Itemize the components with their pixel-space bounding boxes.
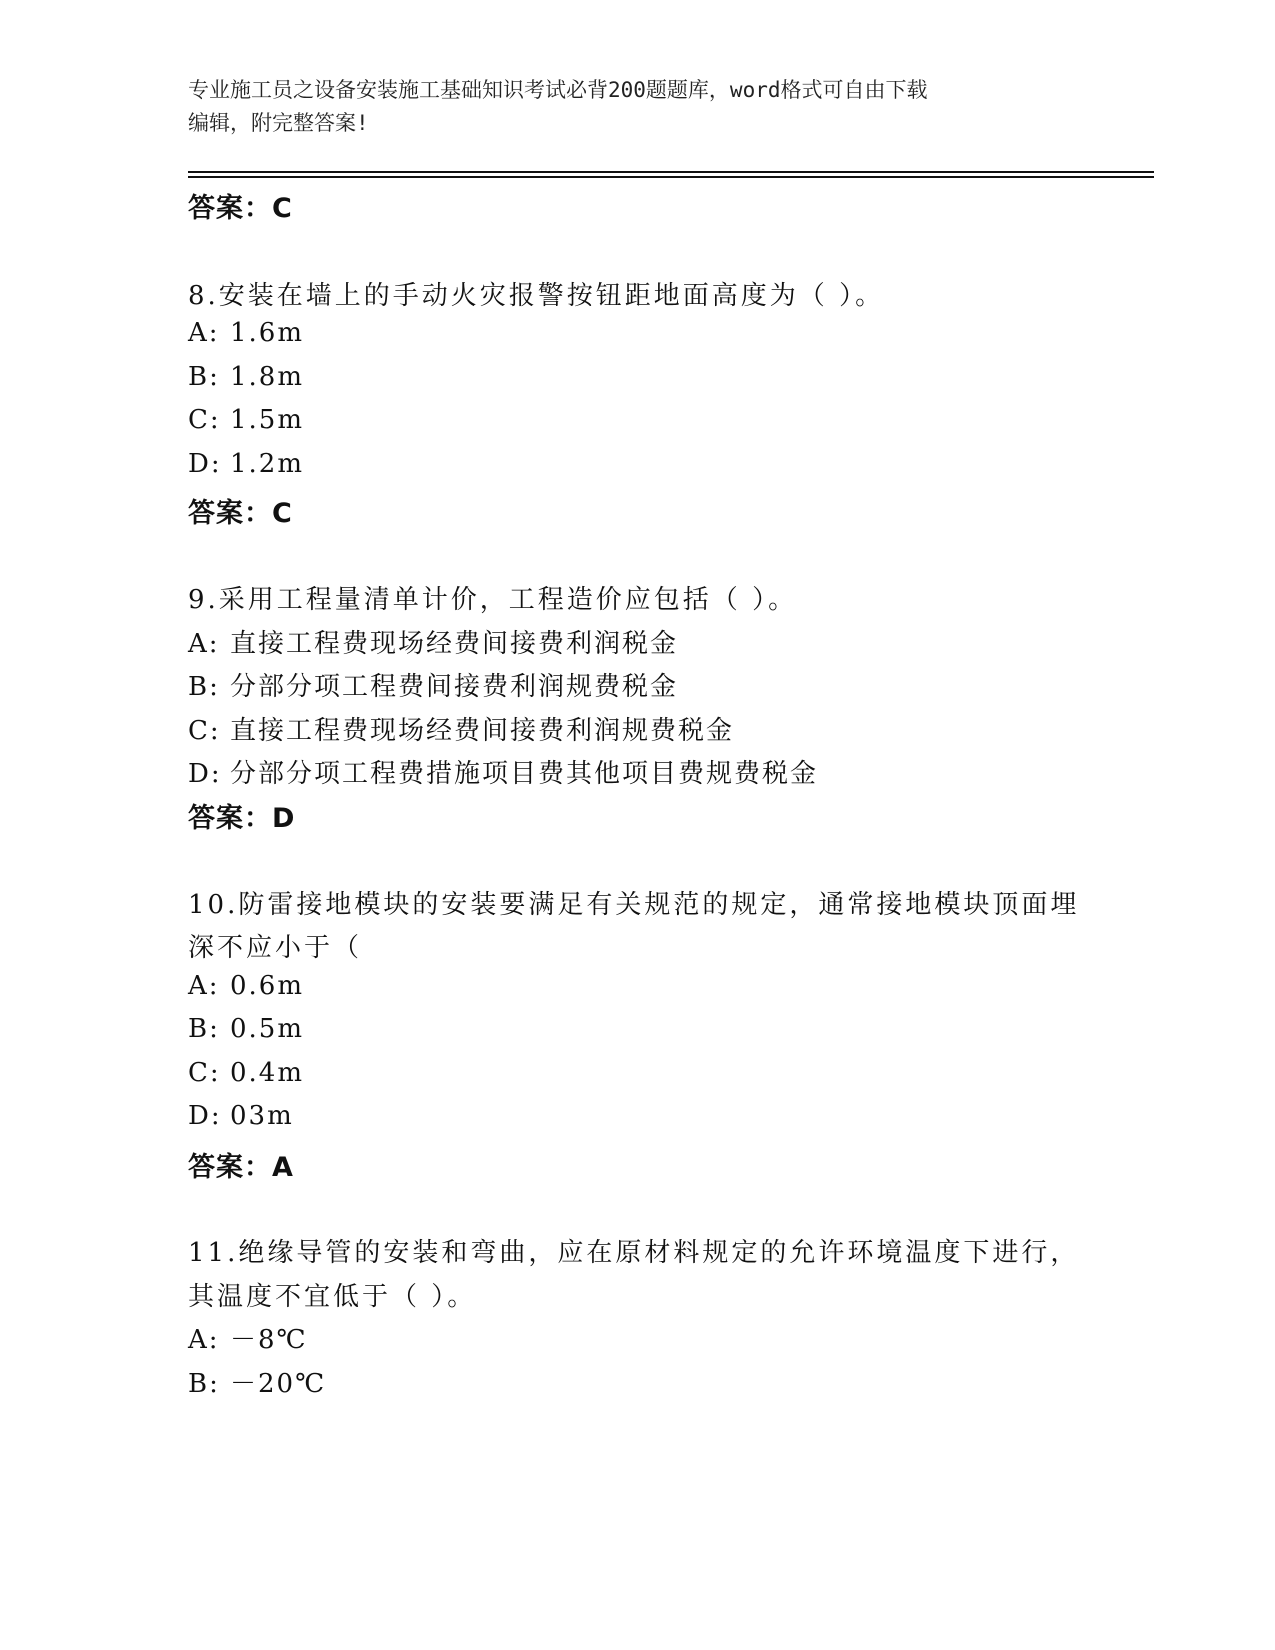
answer-text: 答案：D (188, 803, 296, 834)
option-text: 1.6m (230, 318, 305, 348)
option-label: B: (188, 1014, 220, 1044)
option-label: A: (188, 971, 220, 1001)
option-text: 1.8m (230, 362, 305, 392)
answer-text: 答案：C (188, 498, 293, 529)
question-stem: 11.绝缘导管的安装和弯曲，应在原材料规定的允许环境温度下进行， (188, 1238, 1080, 1268)
option-b (188, 666, 678, 703)
question-stem: 8.安装在墙上的手动火灾报警按钮距地面高度为（ ）。 (188, 281, 885, 311)
option-b (188, 1014, 304, 1044)
option-d (188, 753, 818, 790)
option-label: C: (188, 405, 221, 435)
option-text: 1.2m (230, 449, 305, 479)
option-c (188, 1058, 304, 1088)
answer-text: 答案：A (188, 1152, 294, 1183)
option-text: －20℃ (230, 1369, 327, 1399)
option-text: 03m (230, 1101, 294, 1131)
option-label: A: (188, 318, 220, 348)
option-label: B: (188, 672, 220, 702)
option-b (188, 362, 304, 392)
option-text: 直接工程费现场经费间接费利润税金 (230, 629, 679, 659)
option-label: A: (188, 629, 220, 659)
option-text: 0.6m (230, 971, 305, 1001)
header-divider (188, 171, 1154, 173)
question-stem: 深不应小于（ (188, 933, 363, 963)
option-text: 0.4m (230, 1058, 305, 1088)
option-b (188, 1363, 326, 1400)
option-label: B: (188, 362, 220, 392)
option-d (188, 1101, 294, 1131)
header-divider (188, 176, 1154, 178)
option-a (188, 1319, 308, 1356)
option-label: A: (188, 1325, 220, 1355)
option-text: 分部分项工程费措施项目费其他项目费规费税金 (230, 759, 819, 789)
option-label: D: (188, 449, 222, 479)
option-text: 直接工程费现场经费间接费利润规费税金 (230, 716, 735, 746)
option-label: B: (188, 1369, 220, 1399)
option-a (188, 623, 678, 660)
option-text: 0.5m (230, 1014, 305, 1044)
option-text: 1.5m (230, 405, 305, 435)
option-text: －8℃ (230, 1325, 308, 1355)
document-header (188, 74, 1088, 140)
option-a (188, 971, 304, 1001)
option-d (188, 449, 304, 479)
header-title-line: 编辑，附完整答案! (188, 111, 369, 135)
option-a (188, 318, 304, 348)
option-label: C: (188, 716, 221, 746)
option-c (188, 405, 304, 435)
option-label: C: (188, 1058, 221, 1088)
question-stem: 9.采用工程量清单计价，工程造价应包括（ ）。 (188, 585, 798, 615)
option-label: D: (188, 1101, 222, 1131)
question-stem: 10.防雷接地模块的安装要满足有关规范的规定，通常接地模块顶面埋 (188, 890, 1080, 920)
option-text: 分部分项工程费间接费利润规费税金 (230, 672, 679, 702)
header-title-line: 专业施工员之设备安装施工基础知识考试必背200题题库，word格式可自由下载 (188, 78, 928, 102)
question-stem: 其温度不宜低于（ ）。 (188, 1282, 477, 1312)
option-c (188, 710, 734, 747)
option-label: D: (188, 759, 222, 789)
answer-text: 答案：C (188, 193, 293, 224)
